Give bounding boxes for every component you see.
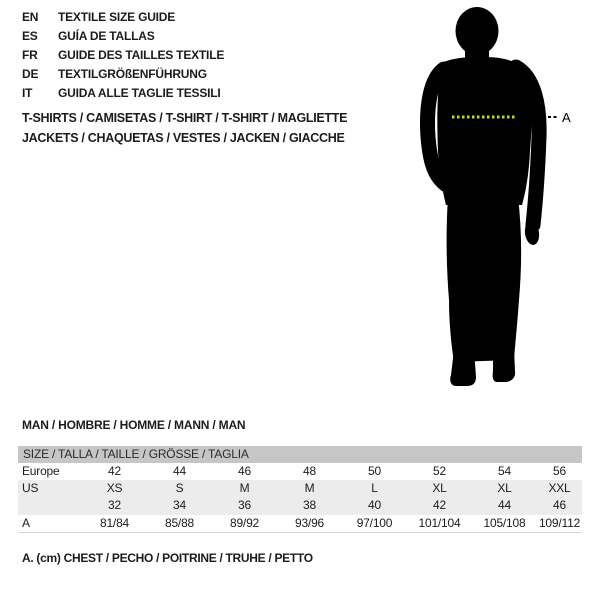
- table-cell: 36: [238, 498, 251, 513]
- language-code: FR: [22, 48, 38, 62]
- language-label: TEXTILGRÖßENFÜHRUNG: [58, 67, 207, 81]
- table-cell: 97/100: [356, 515, 393, 530]
- language-row: [22, 27, 224, 46]
- table-cell: L: [371, 481, 378, 496]
- table-cell: XL: [432, 481, 447, 496]
- language-row: [22, 46, 224, 65]
- table-cell: M: [304, 481, 315, 496]
- language-code: IT: [22, 86, 33, 100]
- table-cell: 48: [303, 464, 316, 478]
- language-label: TEXTILE SIZE GUIDE: [58, 10, 176, 24]
- language-list: [22, 8, 224, 103]
- table-cell: 56: [553, 464, 566, 478]
- table-cell: 42: [108, 464, 121, 478]
- table-cell: 89/92: [229, 515, 260, 530]
- language-code: DE: [22, 67, 39, 81]
- category-jackets: JACKETS / CHAQUETAS / VESTES / JACKEN / GIACCHE: [22, 131, 345, 145]
- table-cell: 38: [303, 498, 316, 513]
- language-row: [22, 8, 224, 27]
- man-silhouette-svg: [418, 5, 575, 395]
- language-code: EN: [22, 10, 39, 24]
- table-cell: S: [175, 481, 184, 496]
- table-cell: 81/84: [99, 515, 130, 530]
- table-cell: 93/96: [294, 515, 325, 530]
- measurement-footnote: A. (cm) CHEST / PECHO / POITRINE / TRUHE / PETTO: [22, 551, 313, 565]
- table-row-us: [18, 480, 582, 497]
- table-cell: XXL: [548, 481, 571, 496]
- table-cell: 52: [433, 464, 446, 478]
- row-label: A: [22, 515, 30, 530]
- size-table: [18, 446, 582, 533]
- table-cell: 101/104: [418, 515, 461, 530]
- table-row-uk: [18, 497, 582, 514]
- row-label: Europe: [22, 464, 60, 478]
- section-title-man: MAN / HOMBRE / HOMME / MANN / MAN: [22, 418, 246, 432]
- table-cell: 34: [173, 498, 186, 513]
- language-row: [22, 65, 224, 84]
- table-cell: XL: [497, 481, 512, 496]
- table-cell: 109/112: [538, 515, 581, 530]
- table-cell: 40: [368, 498, 381, 513]
- measure-label-a: A: [562, 110, 571, 125]
- table-cell: 46: [238, 464, 251, 478]
- table-cell: 44: [173, 464, 186, 478]
- category-list: [22, 108, 347, 148]
- size-table-header: SIZE / TALLA / TAILLE / GRÖSSE / TAGLIA: [18, 446, 582, 463]
- row-label: US: [22, 481, 39, 496]
- language-label: GUIDA ALLE TAGLIE TESSILI: [58, 86, 221, 100]
- table-cell: 32: [108, 498, 121, 513]
- table-cell: 85/88: [164, 515, 195, 530]
- row-label: [18, 497, 82, 514]
- table-cell: 50: [368, 464, 381, 478]
- language-label: GUIDE DES TAILLES TEXTILE: [58, 48, 225, 62]
- language-label: GUÍA DE TALLAS: [58, 29, 155, 43]
- table-cell: XS: [106, 481, 123, 496]
- category-tshirts: T-SHIRTS / CAMISETAS / T-SHIRT / T-SHIRT / MAGLIETTE: [22, 111, 348, 125]
- language-row: [22, 84, 224, 103]
- language-code: ES: [22, 29, 38, 43]
- table-cell: 42: [433, 498, 446, 513]
- table-row-europe: [18, 463, 582, 480]
- table-row-chest-a: [18, 515, 582, 532]
- table-cell: M: [239, 481, 250, 496]
- table-cell: 44: [498, 498, 511, 513]
- table-cell: 54: [498, 464, 511, 478]
- table-cell: 105/108: [483, 515, 526, 530]
- man-silhouette-figure: [418, 5, 575, 395]
- table-cell: 46: [553, 498, 566, 513]
- man-silhouette: [428, 7, 541, 386]
